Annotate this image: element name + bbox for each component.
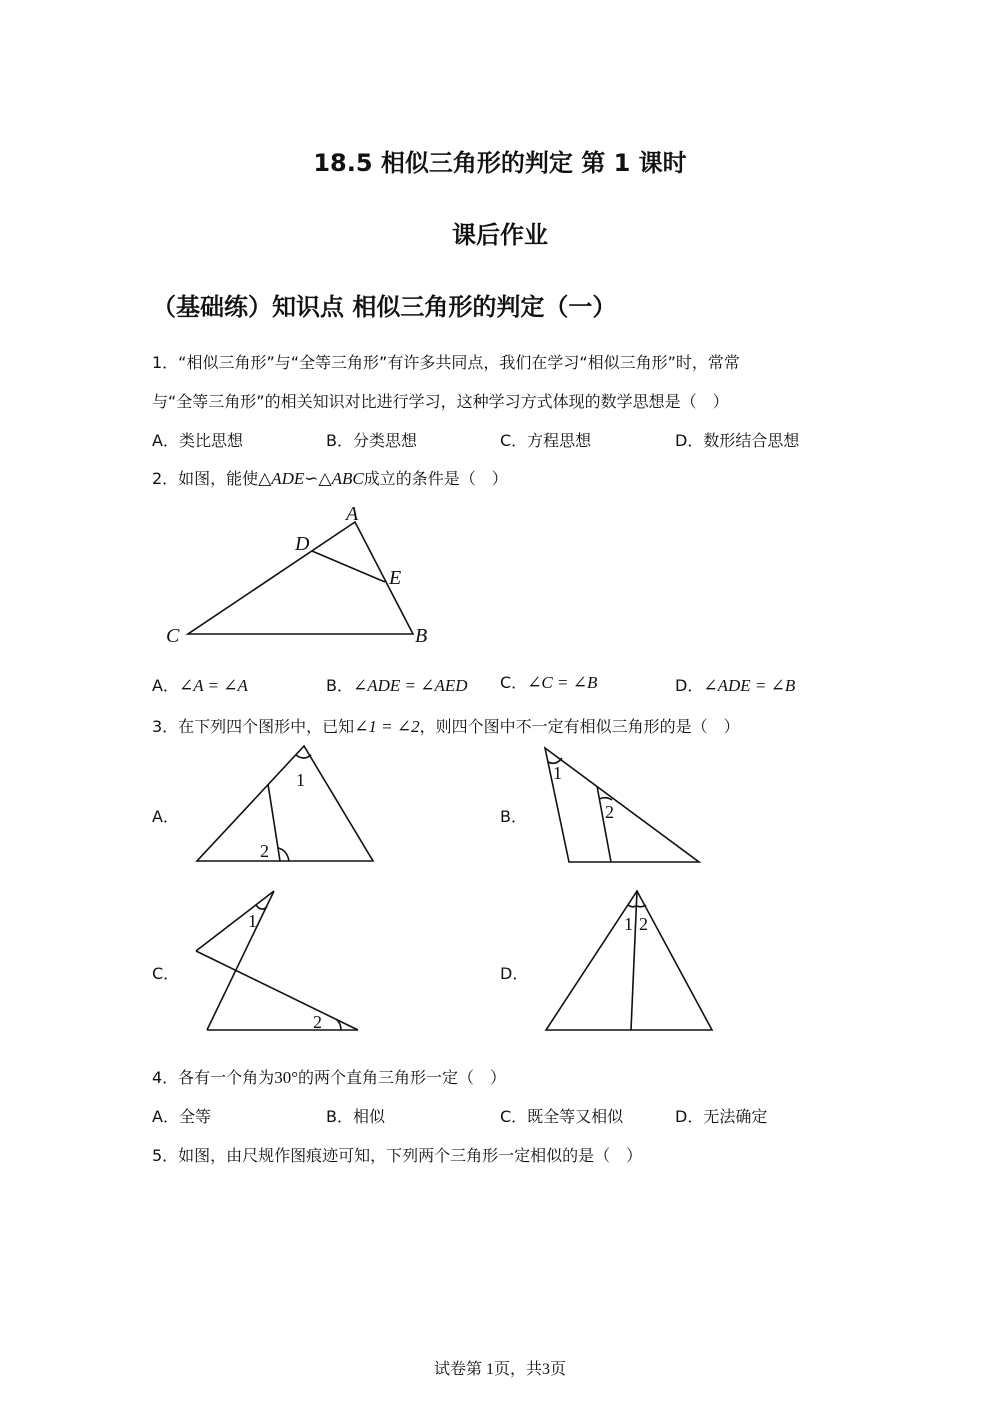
vertex-label-e: E <box>389 567 402 589</box>
q2-option-c-math: ∠C = ∠B <box>527 673 598 692</box>
question-3 <box>152 714 740 737</box>
vertex-label-b: B <box>415 625 428 647</box>
vertex-label-c: C <box>166 625 180 647</box>
page-subtitle: 课后作业 <box>452 221 548 249</box>
q3-option-d-label: D． <box>500 964 529 983</box>
figure-d-angle-1-label: 1 <box>624 914 633 934</box>
q2-option-c-letter: C． <box>500 673 528 692</box>
q4-option-b: B．相似 <box>326 1107 385 1126</box>
question-4-math: 30° <box>274 1068 298 1087</box>
figure-a-angle-2-label: 2 <box>260 841 269 861</box>
q1-option-b: B．分类思想 <box>326 431 417 450</box>
question-2-prefix: 2．如图，能使 <box>152 469 259 488</box>
q3-option-c-label: C． <box>152 964 180 983</box>
vertex-label-d: D <box>295 533 310 555</box>
page-footer: 试卷第 1页，共3页 <box>433 1361 566 1378</box>
figure-a-cevian <box>268 784 280 861</box>
q2-option-d <box>675 673 795 696</box>
figure-c-angle-1-label: 1 <box>248 911 257 931</box>
q2-option-a-letter: A． <box>152 676 179 695</box>
question-4-prefix: 4．各有一个角为 <box>152 1068 275 1087</box>
figure-b-angle-2-arc <box>599 798 612 800</box>
page-title: 18.5 相似三角形的判定 第 1 课时 <box>313 149 687 177</box>
question-5: 5．如图，由尺规作图痕迹可知，下列两个三角形一定相似的是（ ） <box>152 1146 643 1165</box>
q2-option-d-letter: D． <box>675 676 704 695</box>
q3-figure-d <box>540 885 718 1035</box>
figure-b-angle-1-label: 1 <box>553 763 562 783</box>
question-1-line-1: 1．“相似三角形”与“全等三角形”有许多共同点，我们在学习“相似三角形”时，常常 <box>152 353 740 372</box>
question-4-suffix: 的两个直角三角形一定（ ） <box>298 1068 507 1087</box>
figure-d-triangle <box>546 891 712 1030</box>
vertex-label-a: A <box>346 503 359 525</box>
question-2-math: △ADE∽△ABC <box>258 469 364 488</box>
question-2 <box>152 466 508 489</box>
q2-option-b-math: ∠ADE = ∠AED <box>352 676 468 695</box>
q2-triangle-figure <box>150 500 450 655</box>
q2-option-b <box>326 673 468 696</box>
q2-option-c <box>500 670 597 693</box>
question-3-prefix: 3．在下列四个图形中，已知 <box>152 717 355 736</box>
segment-de <box>312 551 385 582</box>
figure-a-angle-1-label: 1 <box>296 770 305 790</box>
question-1-line-2: 与“全等三角形”的相关知识对比进行学习，这种学习方式体现的数学思想是（ ） <box>152 392 729 411</box>
q1-option-c: C．方程思想 <box>500 431 592 450</box>
q1-option-d: D．数形结合思想 <box>675 431 800 450</box>
figure-c-line-2 <box>196 891 274 951</box>
figure-d-cevian <box>631 891 637 1030</box>
figure-d-angle-2-arc <box>637 905 646 907</box>
q3-option-b-label: B． <box>500 807 527 826</box>
q2-option-a-math: ∠A = ∠A <box>178 676 248 695</box>
q3-figure-a <box>190 740 380 868</box>
figure-b-triangle <box>545 748 699 862</box>
question-2-suffix: 成立的条件是（ ） <box>363 469 508 488</box>
q3-option-a-label: A． <box>152 807 179 826</box>
q3-figure-c <box>190 885 365 1035</box>
question-4 <box>152 1065 506 1088</box>
figure-a-triangle <box>197 746 373 861</box>
q1-option-a: A．类比思想 <box>152 431 243 450</box>
q2-option-d-math: ∠ADE = ∠B <box>703 676 796 695</box>
section-heading: （基础练）知识点 相似三角形的判定（一） <box>152 293 617 321</box>
question-3-math: ∠1 = ∠2 <box>354 717 420 736</box>
q2-option-b-letter: B． <box>326 676 353 695</box>
q4-option-d: D．无法确定 <box>675 1107 768 1126</box>
q4-option-a: A．全等 <box>152 1107 211 1126</box>
figure-c-line-3 <box>196 951 358 1030</box>
figure-d-angle-1-arc <box>628 905 636 907</box>
figure-c-angle-1-arc <box>256 905 267 909</box>
question-3-suffix: ，则四个图中不一定有相似三角形的是（ ） <box>419 717 740 736</box>
figure-d-angle-2-label: 2 <box>639 914 648 934</box>
figure-b-angle-2-label: 2 <box>605 802 614 822</box>
q2-option-a <box>152 673 248 696</box>
q3-figure-b <box>535 742 710 867</box>
q4-option-c: C．既全等又相似 <box>500 1107 624 1126</box>
figure-c-angle-2-label: 2 <box>313 1012 322 1032</box>
